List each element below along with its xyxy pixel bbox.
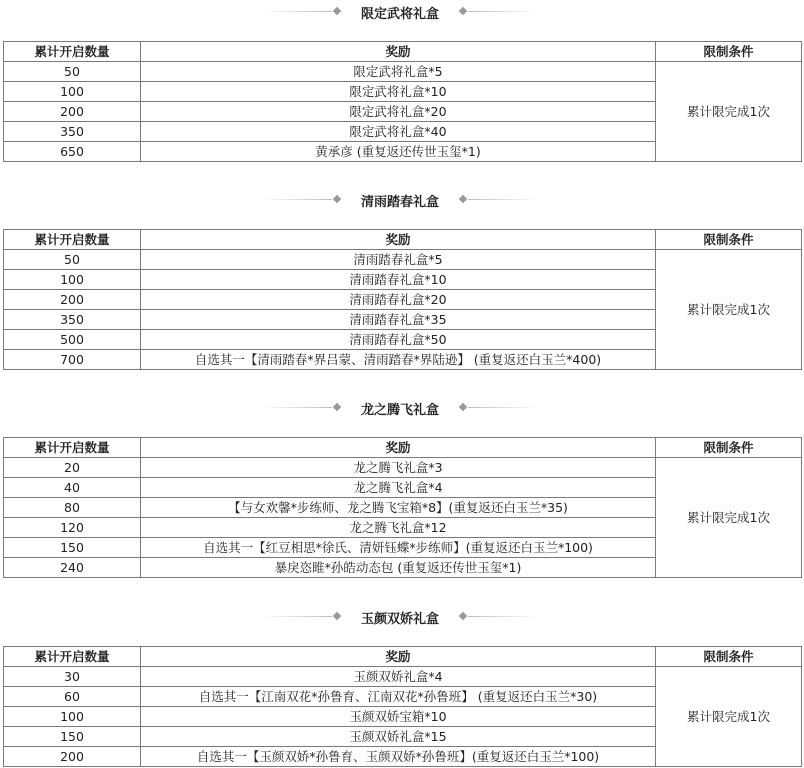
header-reward: 奖励 bbox=[141, 438, 656, 458]
table-row bbox=[4, 458, 802, 478]
reward-table-1 bbox=[3, 41, 802, 162]
count-cell: 50 bbox=[4, 250, 141, 270]
reward-cell: 限定武将礼盒*40 bbox=[141, 122, 656, 142]
table-header-row bbox=[4, 647, 802, 667]
count-cell: 500 bbox=[4, 330, 141, 350]
reward-cell: 清雨踏春礼盒*20 bbox=[141, 290, 656, 310]
reward-cell: 自选其一【清雨踏春*界吕蒙、清雨踏春*界陆逊】 (重复返还白玉兰*400) bbox=[141, 350, 656, 370]
reward-cell: 自选其一【红豆相思*徐氏、清妍钰蝶*步练师】(重复返还白玉兰*100) bbox=[141, 538, 656, 558]
diamond-icon bbox=[459, 403, 467, 411]
condition-cell: 累计限完成1次 bbox=[656, 667, 802, 767]
reward-cell: 暴戾恣睢*孙皓动态包 (重复返还传世玉玺*1) bbox=[141, 558, 656, 578]
count-cell: 100 bbox=[4, 82, 141, 102]
header-count: 累计开启数量 bbox=[4, 647, 141, 667]
divider-line bbox=[468, 616, 538, 617]
count-cell: 60 bbox=[4, 687, 141, 707]
header-count: 累计开启数量 bbox=[4, 230, 141, 250]
count-cell: 100 bbox=[4, 707, 141, 727]
section-title-3 bbox=[0, 396, 804, 420]
count-cell: 40 bbox=[4, 478, 141, 498]
reward-cell: 自选其一【江南双花*孙鲁育、江南双花*孙鲁班】 (重复返还白玉兰*30) bbox=[141, 687, 656, 707]
divider-line bbox=[262, 616, 332, 617]
section-heading: 龙之腾飞礼盒 bbox=[360, 403, 439, 418]
header-condition: 限制条件 bbox=[656, 230, 802, 250]
count-cell: 200 bbox=[4, 102, 141, 122]
condition-cell: 累计限完成1次 bbox=[656, 458, 802, 578]
reward-cell: 限定武将礼盒*20 bbox=[141, 102, 656, 122]
count-cell: 700 bbox=[4, 350, 141, 370]
count-cell: 20 bbox=[4, 458, 141, 478]
count-cell: 30 bbox=[4, 667, 141, 687]
table-header-row bbox=[4, 230, 802, 250]
reward-cell: 黄承彦 (重复返还传世玉玺*1) bbox=[141, 142, 656, 162]
reward-cell: 限定武将礼盒*5 bbox=[141, 62, 656, 82]
header-reward: 奖励 bbox=[141, 42, 656, 62]
count-cell: 200 bbox=[4, 290, 141, 310]
header-count: 累计开启数量 bbox=[4, 438, 141, 458]
reward-cell: 龙之腾飞礼盒*12 bbox=[141, 518, 656, 538]
divider-line bbox=[468, 407, 538, 408]
divider-line bbox=[468, 11, 538, 12]
section-heading: 清雨踏春礼盒 bbox=[360, 195, 439, 210]
reward-table-3 bbox=[3, 437, 802, 578]
reward-cell: 玉颜双娇礼盒*4 bbox=[141, 667, 656, 687]
count-cell: 50 bbox=[4, 62, 141, 82]
header-count: 累计开启数量 bbox=[4, 42, 141, 62]
table-header-row bbox=[4, 42, 802, 62]
reward-cell: 清雨踏春礼盒*50 bbox=[141, 330, 656, 350]
reward-cell: 玉颜双娇宝箱*10 bbox=[141, 707, 656, 727]
table-row bbox=[4, 250, 802, 270]
reward-cell: 龙之腾飞礼盒*3 bbox=[141, 458, 656, 478]
reward-cell: 玉颜双娇礼盒*15 bbox=[141, 727, 656, 747]
reward-cell: 清雨踏春礼盒*10 bbox=[141, 270, 656, 290]
table-row bbox=[4, 667, 802, 687]
header-reward: 奖励 bbox=[141, 230, 656, 250]
count-cell: 80 bbox=[4, 498, 141, 518]
section-heading: 限定武将礼盒 bbox=[360, 7, 439, 22]
header-condition: 限制条件 bbox=[656, 647, 802, 667]
diamond-icon bbox=[459, 612, 467, 620]
header-condition: 限制条件 bbox=[656, 42, 802, 62]
divider-line bbox=[262, 11, 332, 12]
section-heading: 玉颜双娇礼盒 bbox=[360, 612, 439, 627]
table-header-row bbox=[4, 438, 802, 458]
reward-table-4 bbox=[3, 646, 802, 767]
reward-cell: 【与女欢馨*步练师、龙之腾飞宝箱*8】(重复返还白玉兰*35) bbox=[141, 498, 656, 518]
diamond-icon bbox=[459, 7, 467, 15]
condition-cell: 累计限完成1次 bbox=[656, 250, 802, 370]
count-cell: 100 bbox=[4, 270, 141, 290]
header-reward: 奖励 bbox=[141, 647, 656, 667]
reward-table-2 bbox=[3, 229, 802, 370]
count-cell: 350 bbox=[4, 310, 141, 330]
divider-line bbox=[262, 407, 332, 408]
divider-line bbox=[262, 199, 332, 200]
table-row bbox=[4, 62, 802, 82]
reward-cell: 清雨踏春礼盒*5 bbox=[141, 250, 656, 270]
diamond-icon bbox=[459, 195, 467, 203]
count-cell: 150 bbox=[4, 538, 141, 558]
divider-line bbox=[468, 199, 538, 200]
count-cell: 240 bbox=[4, 558, 141, 578]
header-condition: 限制条件 bbox=[656, 438, 802, 458]
section-title-4 bbox=[0, 605, 804, 629]
reward-cell: 清雨踏春礼盒*35 bbox=[141, 310, 656, 330]
section-title-1 bbox=[0, 0, 804, 24]
reward-cell: 龙之腾飞礼盒*4 bbox=[141, 478, 656, 498]
count-cell: 650 bbox=[4, 142, 141, 162]
count-cell: 200 bbox=[4, 747, 141, 767]
reward-cell: 限定武将礼盒*10 bbox=[141, 82, 656, 102]
count-cell: 350 bbox=[4, 122, 141, 142]
count-cell: 120 bbox=[4, 518, 141, 538]
reward-cell: 自选其一【玉颜双娇*孙鲁育、玉颜双娇*孙鲁班】(重复返还白玉兰*100) bbox=[141, 747, 656, 767]
count-cell: 150 bbox=[4, 727, 141, 747]
condition-cell: 累计限完成1次 bbox=[656, 62, 802, 162]
section-title-2 bbox=[0, 188, 804, 212]
